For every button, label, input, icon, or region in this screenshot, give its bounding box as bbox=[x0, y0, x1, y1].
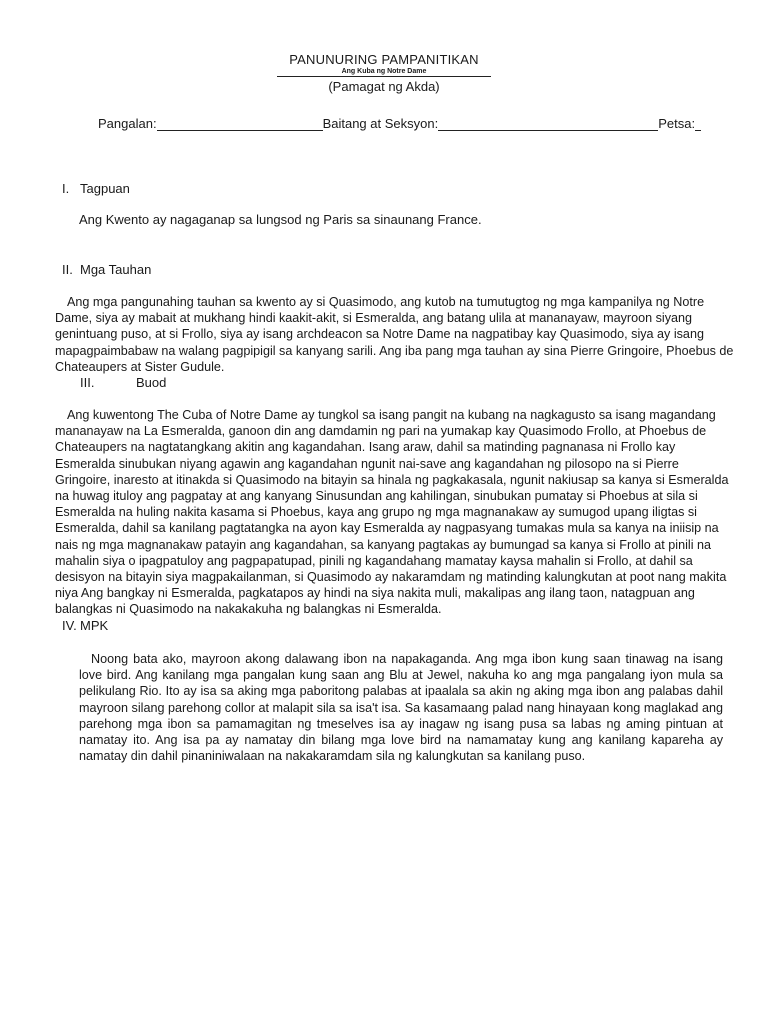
section-body-text: Ang kuwentong The Cuba of Notre Dame ay tungkol sa isang pangit na kubang na nagkagusto sa isang magandang mananayaw na La Esmeralda, ganoon din ang damdamin ng pari na yumakap kay Quasimodo Frollo, at Phoebus de Chateaupers na nagtatangkang akitin ang kagandahan. Isang araw, dahil sa matinding pagnanasa ni Frollo kay Esmeralda sinubukan niyang agawin ang kagandahan ngunit nai-save ang kagandahan ng pilosopo na si Pierre Gringoire, inaresto at itinakda si Quasimodo na bitayin sa hinala ng pagkakasala, ngunit nakiusap sa kanya si Esmeralda na huwag ituloy ang pagpatay at ang kanyang Sinusundan ang kahilingan, sinubukan pumatay si Phoebus at sila si Esmeralda na huling nakita kasama si Phoebus, kaya ang grupo ng mga magnanakaw ay sumugod upang iligtas si Esmeralda, dahil sa kanilang pagtatangka na ayon kay Esmeralda ay nagpasyang tumakas mula sa kanya na iniisip na nais ng mga magnanakaw patayin ang kagandahan, sa kanyang pagtakas ay bumungad sa kanya si Frollo at pinili na mahalin siya o ipagpatuloy ang pagpapatupad, pinili ng kagandahang mamatay kaysa mahalin si Frollo, at dahil sa desisyon na bitayin siya magpakailanman, si Quasimodo ay nakaramdam ng matinding kalungkutan at poot nang makita niya Ang bangkay ni Esmeralda, pagkatapos ay hindi na siya nakita muli, makalipas ang ilang taon, natagpuan ang balangkas ni Quasimodo na nakakakuha ng balangkas ni Esmeralda. bbox=[55, 408, 729, 617]
section-body-buod bbox=[55, 407, 735, 618]
section-heading-text: Buod bbox=[136, 375, 167, 390]
name-blank[interactable] bbox=[157, 116, 323, 131]
grade-section-blank[interactable] bbox=[438, 116, 658, 131]
date-blank[interactable] bbox=[695, 116, 701, 131]
document-title: PANUNURING PAMPANITIKAN bbox=[289, 52, 479, 67]
section-number: III. bbox=[80, 375, 95, 390]
section-number: II. bbox=[62, 262, 73, 277]
section-heading-text: MPK bbox=[80, 618, 109, 633]
section-heading-buod bbox=[80, 375, 166, 390]
work-title: Ang Kuba ng Notre Dame bbox=[341, 68, 427, 75]
section-heading-text: Tagpuan bbox=[80, 181, 130, 196]
title-caption: (Pamagat ng Akda) bbox=[328, 79, 440, 94]
title-underline bbox=[277, 76, 491, 77]
section-number: IV. bbox=[62, 618, 77, 633]
section-body-mga-tauhan bbox=[55, 294, 735, 375]
name-label: Pangalan: bbox=[98, 116, 157, 131]
section-body-text: Ang mga pangunahing tauhan sa kwento ay si Quasimodo, ang kutob na tumutugtog ng mga kampanilya ng Notre Dame, siya ay mabait at mukhang hindi kaakit-akit, si Esmeralda, ang batang ulila at mananayaw, mayroon siyang genintuang puso, at si Frollo, siya ay isang archdeacon sa Notre Dame na nagpatibay kay Quasimodo, siya ay isang mapagpaimbabaw na walang pagpipigil sa kanyang sarili. Ang iba pang mga tauhan ay sina Pierre Gringoire, Phoebus de Chateaupers at Sister Gudule. bbox=[55, 295, 734, 374]
grade-section-label: Baitang at Seksyon: bbox=[322, 116, 439, 131]
section-body-text: Noong bata ako, mayroon akong dalawang ibon na napakaganda. Ang mga ibon kung saan tinawag na isang love bird. Ang kanilang mga pangalan kung saan ang Blu at Jewel, nakuha ko ang mga pangalang iyon mula sa pelikulang Rio. Ito ay isa sa aking mga paboritong palabas at ipaalala sa akin ng aking mga ibon ang palabas dahil mayroon silang parehong collor at malapit sila sa isa't isa. Sa kasamaang palad nang hinayaan kong maglakad ang parehong mga ibon sa pamamagitan ng tmeselves isa ay inagaw ng isang pusa sa labas ng aming pintuan at namatay ito. Ang isa pa ay namatay din bilang mga love bird na namamatay kung ang kanilang kapareha ay namatay din dahil pinaniniwalaan na nakakaramdam sila ng kalungkutan sa kanilang puso. bbox=[79, 652, 723, 764]
document-header bbox=[0, 52, 768, 94]
section-body-tagpuan bbox=[79, 212, 719, 228]
section-body-mpk bbox=[79, 651, 723, 764]
section-heading-mpk bbox=[62, 618, 108, 633]
student-info-fields bbox=[98, 116, 701, 131]
section-heading-text: Mga Tauhan bbox=[80, 262, 152, 277]
section-heading-mga-tauhan bbox=[62, 262, 151, 277]
section-body-text: Ang Kwento ay nagaganap sa lungsod ng Paris sa sinaunang France. bbox=[79, 212, 482, 227]
section-number: I. bbox=[62, 181, 70, 196]
section-heading-tagpuan bbox=[62, 181, 130, 196]
date-label: Petsa: bbox=[658, 116, 696, 131]
